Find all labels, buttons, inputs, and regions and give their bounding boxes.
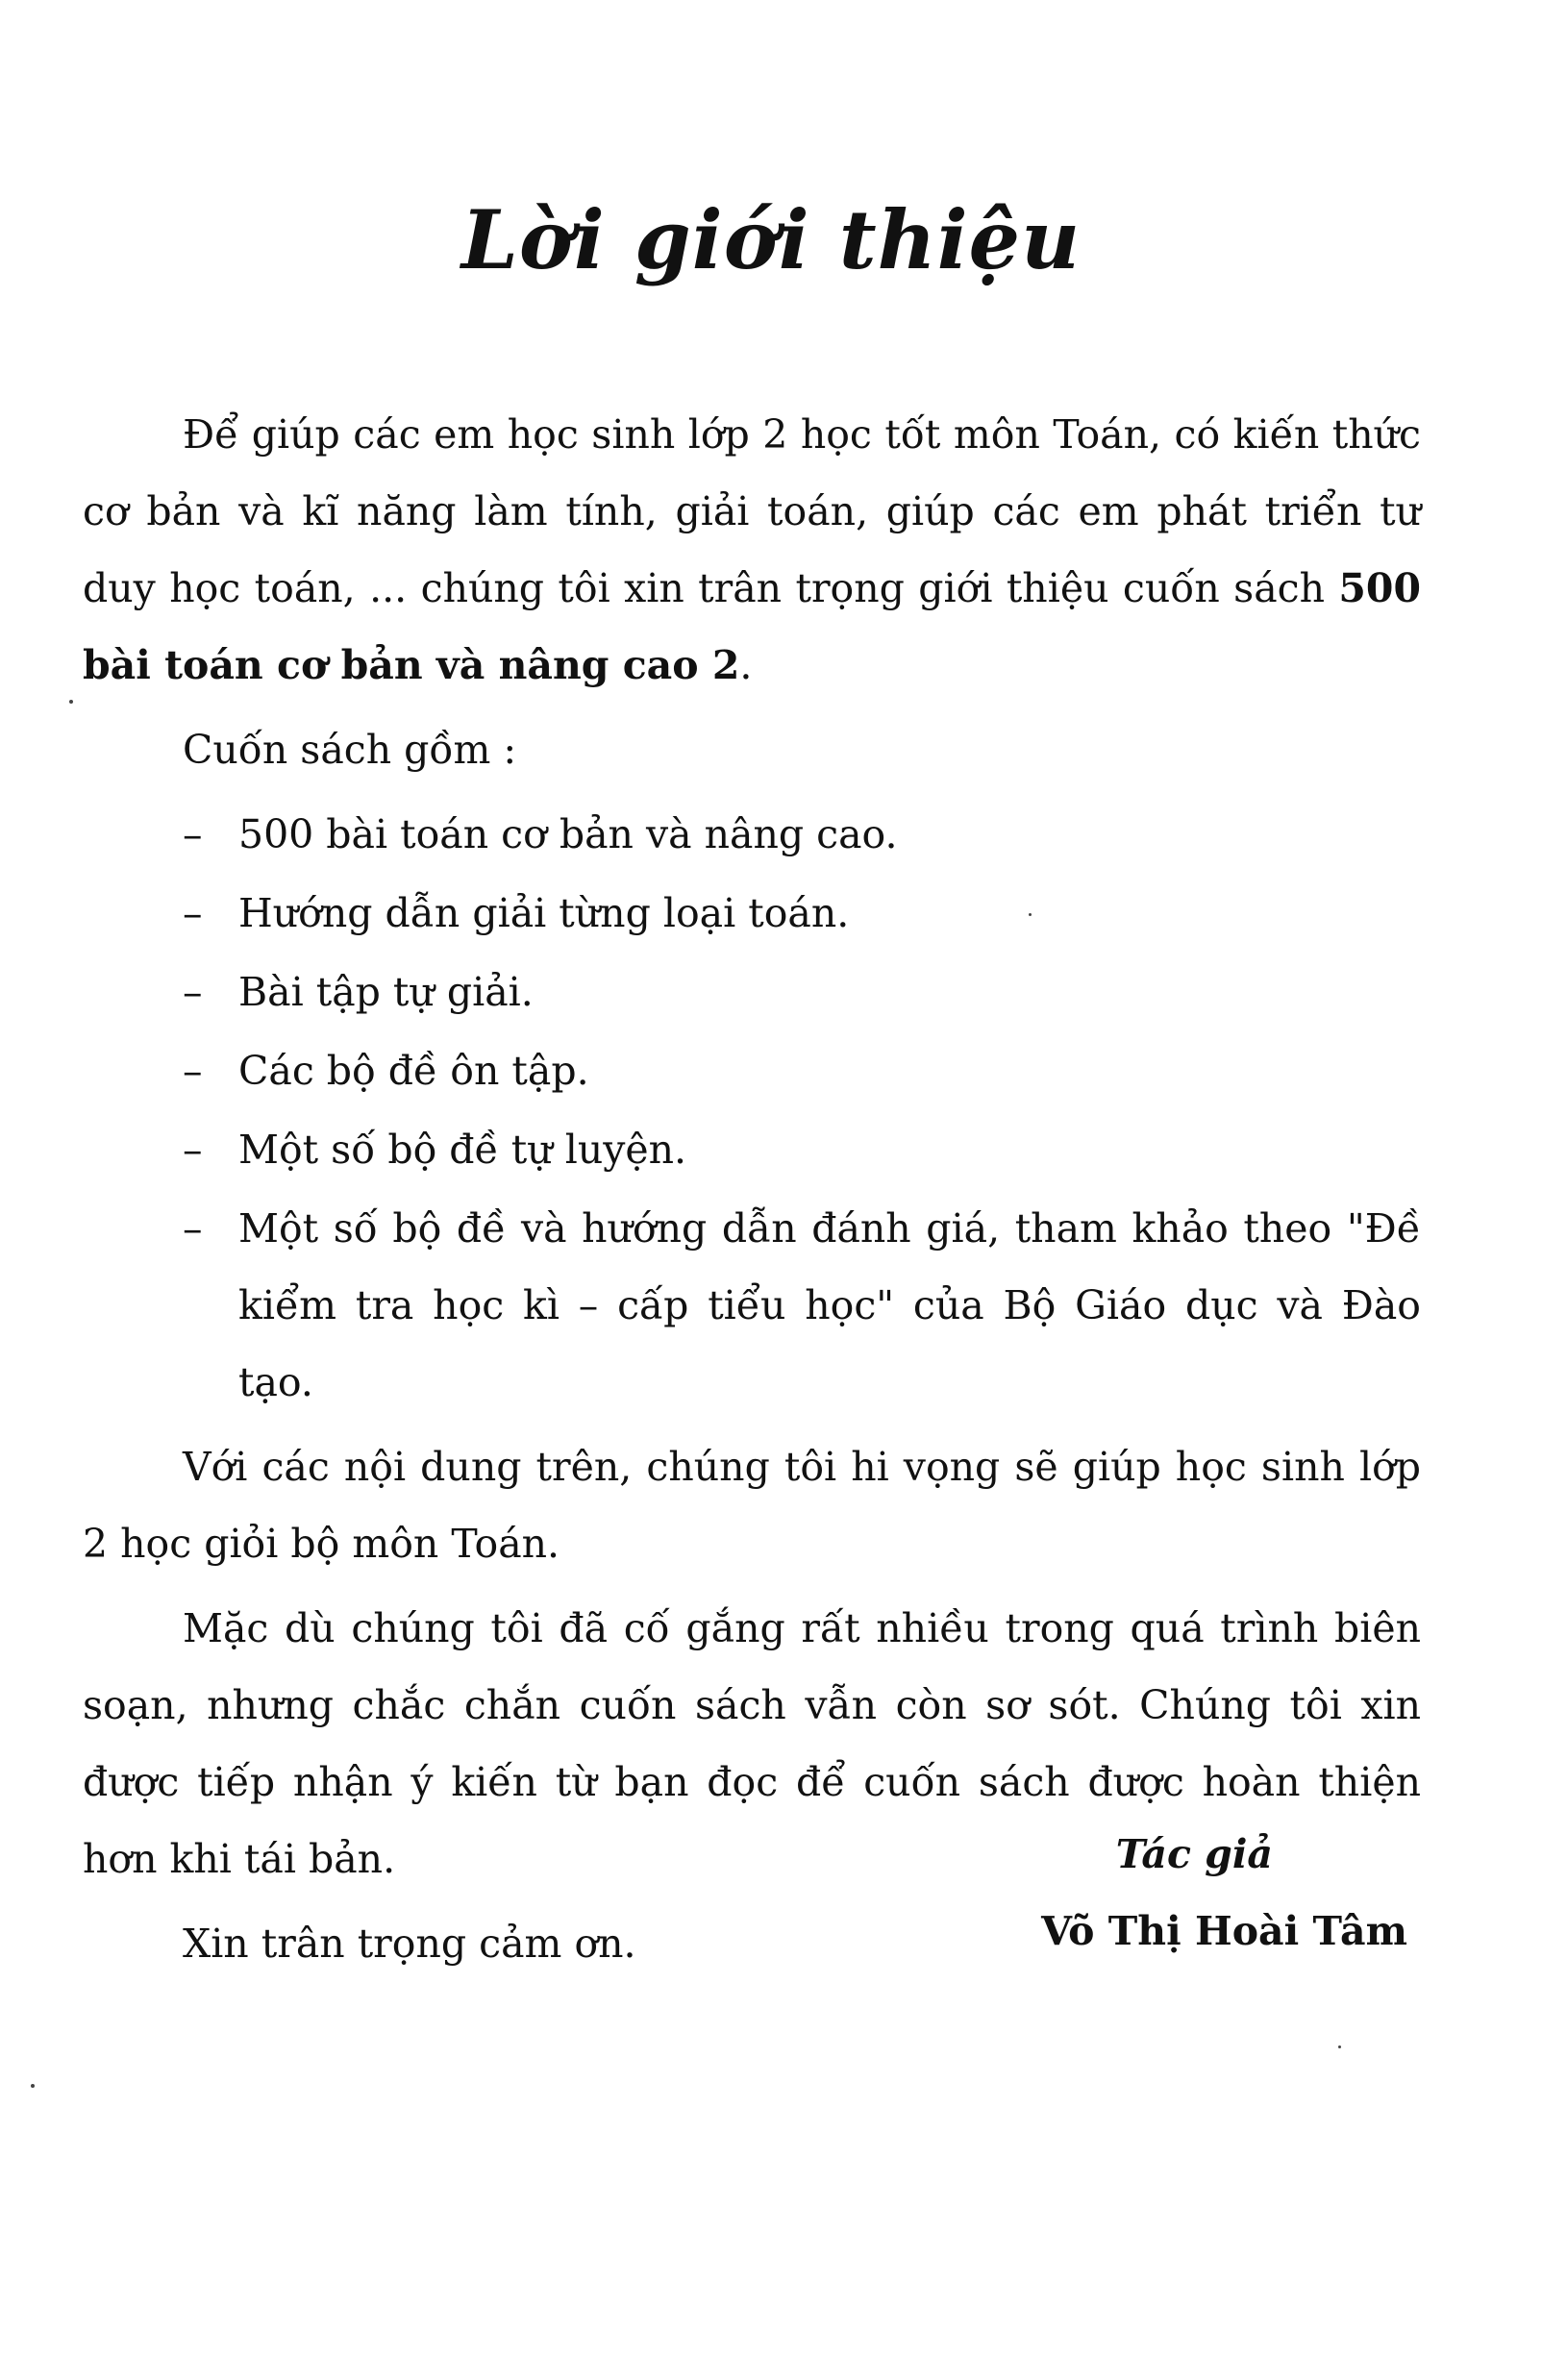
list-dash: – <box>183 969 203 1015</box>
list-dash: – <box>183 1205 203 1252</box>
list-dash: – <box>183 1048 203 1094</box>
feedback-paragraph: Mặc dù chúng tôi đã cố gắng rất nhiều trong quá trình biên soạn, nhưng chắc chắn cuốn sách vẫn còn sơ sót. Chúng tôi xin được tiếp nhận ý kiến từ bạn đọc để cuốn sách được hoàn thiện hơn khi tái bản. <box>83 1605 1421 1882</box>
scan-speck <box>1029 913 1032 916</box>
list-dash: – <box>183 1127 203 1173</box>
intro-end: . <box>739 642 753 688</box>
list-item-text: Một số bộ đề tự luyện. <box>238 1127 687 1173</box>
list-item <box>83 1032 1421 1109</box>
list-dash: – <box>183 890 203 936</box>
page-title: Lời giới thiệu <box>460 192 1082 287</box>
intro-text: Để giúp các em học sinh lớp 2 học tốt môn Toán, có kiến thức cơ bản và kĩ năng làm tính, giải toán, giúp các em phát triển tư duy học toán, ... chúng tôi xin trân trọng giới thiệu cuốn sách <box>83 411 1421 611</box>
list-item-text: Các bộ đề ôn tập. <box>238 1048 589 1094</box>
book-title-bold: 500 bài toán cơ bản và nâng cao 2 <box>83 565 1421 688</box>
list-item <box>83 796 1421 873</box>
list-item-text: Một số bộ đề và hướng dẫn đánh giá, tham khảo theo "Đề kiểm tra học kì – cấp tiểu học" của Bộ Giáo dục và Đào tạo. <box>238 1205 1421 1405</box>
signature-name: Võ Thị Hoài Tâm <box>1041 1908 1407 1954</box>
contents-heading: Cuốn sách gồm : <box>183 727 517 773</box>
list-item <box>83 954 1421 1030</box>
contents-list <box>83 796 1421 1421</box>
scan-speck <box>69 700 73 704</box>
signature-role: Tác giả <box>1115 1831 1273 1877</box>
list-item <box>83 1190 1421 1421</box>
scan-speck <box>1338 2045 1341 2048</box>
list-item-text: 500 bài toán cơ bản và nâng cao. <box>238 811 898 857</box>
list-item-text: Hướng dẫn giải từng loại toán. <box>238 890 850 936</box>
list-item-text: Bài tập tự giải. <box>238 969 534 1015</box>
list-dash: – <box>183 811 203 857</box>
hope-paragraph: Với các nội dung trên, chúng tôi hi vọng sẽ giúp học sinh lớp 2 học giỏi bộ môn Toán. <box>83 1444 1421 1567</box>
list-item <box>83 1111 1421 1188</box>
intro-paragraph <box>83 396 1421 704</box>
scan-speck <box>31 2084 35 2088</box>
list-item <box>83 875 1421 952</box>
closing-line: Xin trân trọng cảm ơn. <box>183 1921 636 1967</box>
body-text <box>83 396 1421 1982</box>
